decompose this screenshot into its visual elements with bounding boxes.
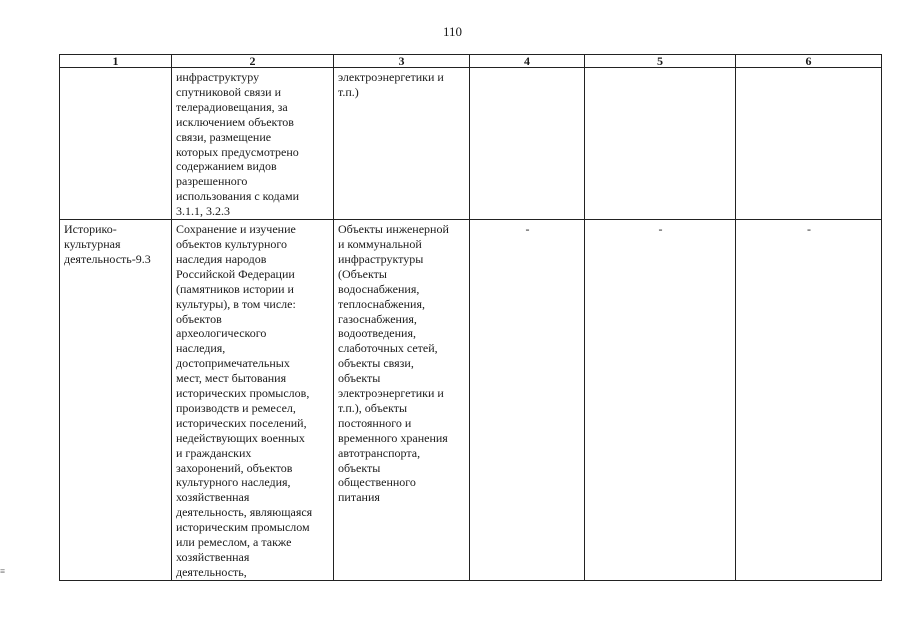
cell-col-5	[585, 220, 736, 581]
dash-value: -	[658, 222, 663, 237]
cell-text: Историко- культурная деятельность-9.3	[64, 222, 151, 266]
header-col-1: 1	[60, 55, 172, 68]
header-col-2: 2	[172, 55, 334, 68]
header-col-3: 3	[334, 55, 470, 68]
cell-auxiliary-uses	[334, 220, 470, 581]
dash-value: -	[807, 222, 811, 237]
cell-col-5	[585, 68, 736, 220]
cell-col-4	[470, 68, 585, 220]
table-header-row	[60, 55, 882, 68]
cell-use-name	[60, 68, 172, 220]
cell-use-name	[60, 220, 172, 581]
margin-mark: ≡	[0, 566, 6, 576]
zoning-table	[59, 54, 882, 581]
cell-use-description	[172, 68, 334, 220]
cell-text: Сохранение и изучение объектов культурного наследия народов Российской Федерации (памятников истории и культуры), в том числе: объектов археологического наследия, достопримечательных мест, мест бытования исторических промыслов, производств и ремесел, исторических поселений, недействующих военных и гражданских захоронений, объектов культурного наследия, хозяйственная деятельность, являющаяся историческим промыслом или ремеслом, а также хозяйственная деятельность,	[176, 222, 313, 579]
dash-value: -	[525, 222, 530, 237]
cell-text: инфраструктуру спутниковой связи и телерадиовещания, за исключением объектов связи, размещение которых предусмотрено содержанием видов разрешенного использования с кодами 3.1.1, 3.2.3	[176, 70, 299, 219]
header-col-4: 4	[470, 55, 585, 68]
cell-col-4	[470, 220, 585, 581]
header-col-5: 5	[585, 55, 736, 68]
table-row	[60, 220, 882, 581]
cell-text: электроэнергетики и т.п.)	[338, 70, 444, 99]
table-row	[60, 68, 882, 220]
cell-auxiliary-uses	[334, 68, 470, 220]
cell-col-6	[736, 220, 882, 581]
cell-text: Объекты инженерной и коммунальной инфраструктуры (Объекты водоснабжения, теплоснабжения, газоснабжения, водоотведения, слаботочных сетей, объекты связи, объекты электроэнергетики и т.п.), объекты постоянного и временного хранения автотранспорта, объекты общественного питания	[338, 222, 449, 505]
header-col-6: 6	[736, 55, 882, 68]
cell-use-description	[172, 220, 334, 581]
page-number: 110	[442, 24, 463, 39]
cell-col-6	[736, 68, 882, 220]
